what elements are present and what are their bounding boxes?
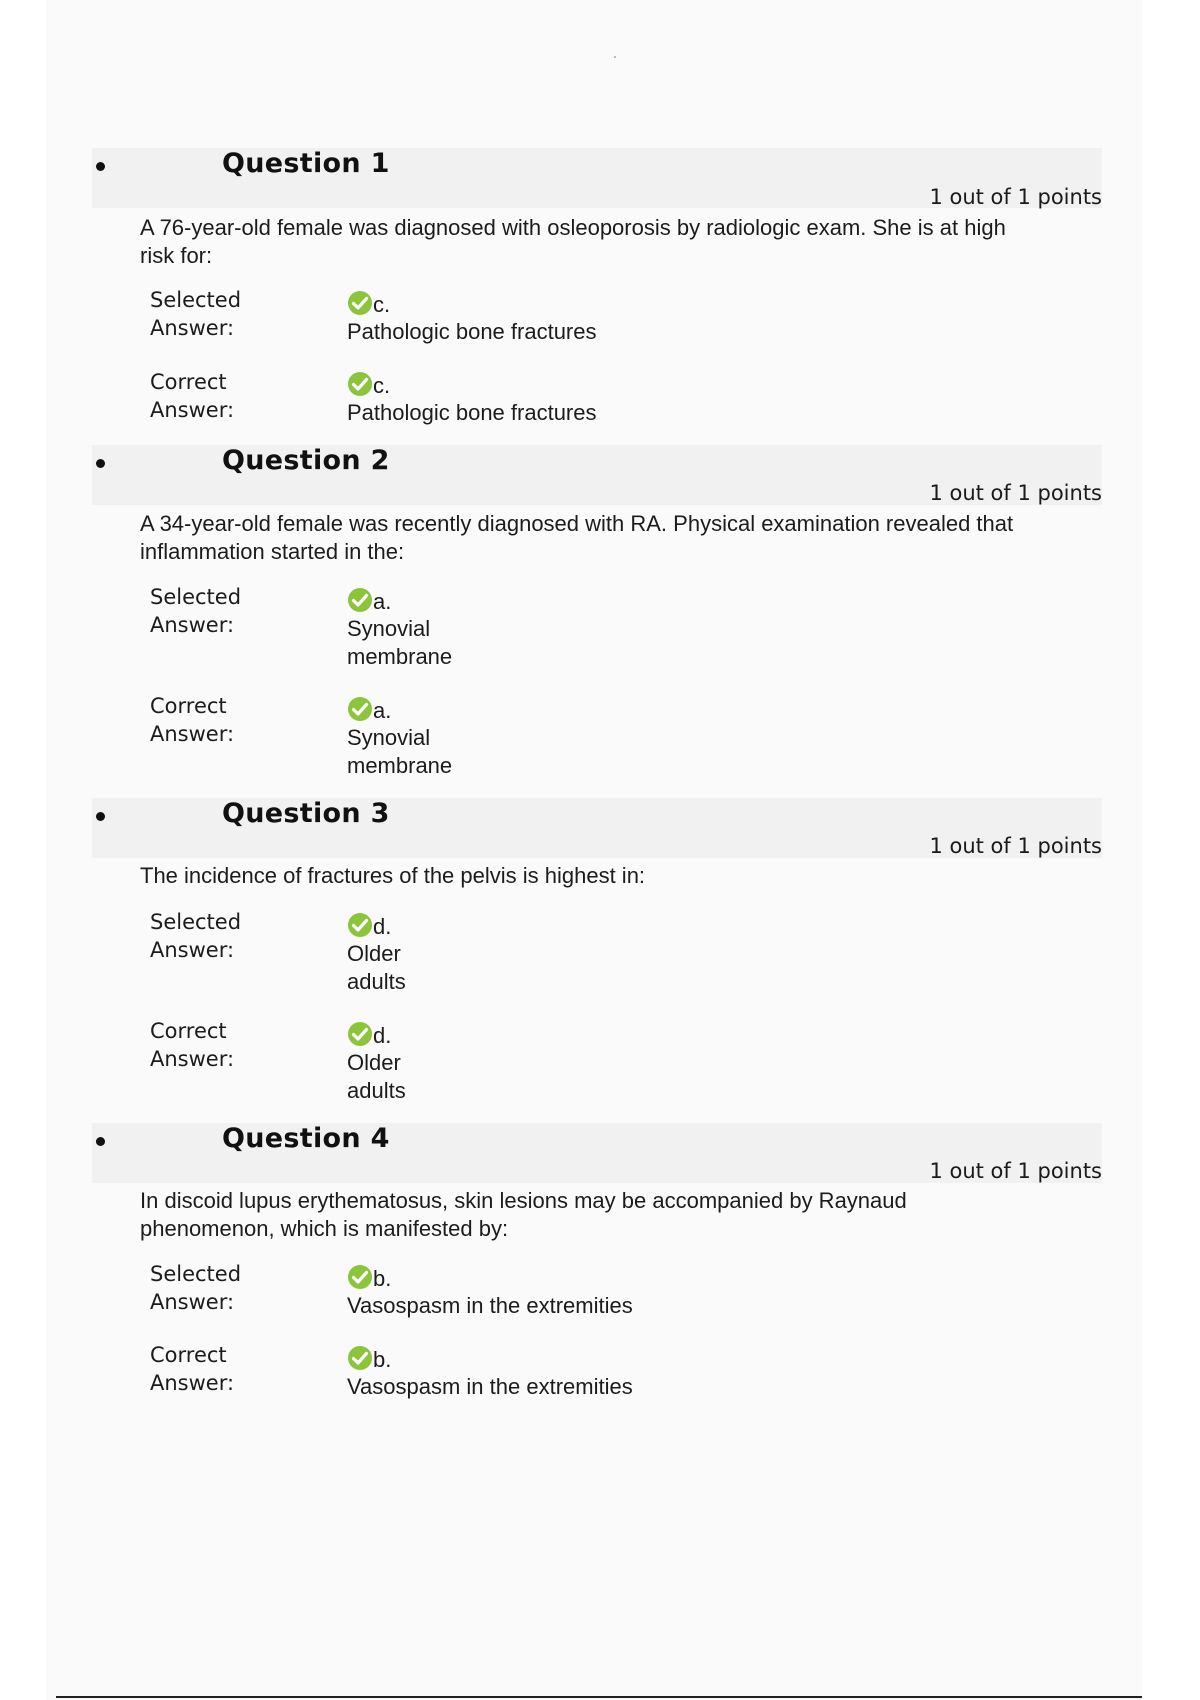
correct-answer bbox=[347, 1343, 767, 1401]
question-text: A 34-year-old female was recently diagnosed with RA. Physical examination revealed that inflammation started in the: bbox=[140, 511, 1014, 564]
selected-answer-label: Selected Answer: bbox=[150, 585, 242, 637]
selected-answer-text: Vasospasm in the extremities bbox=[347, 1293, 633, 1318]
correct-answer-label: Correct Answer: bbox=[150, 370, 235, 422]
check-circle-icon bbox=[347, 371, 373, 397]
correct-answer-letter: c. bbox=[373, 373, 391, 398]
question-text: A 76-year-old female was diagnosed with osleoporosis by radiologic exam. She is at high risk for: bbox=[140, 215, 1006, 268]
bullet-icon bbox=[96, 162, 105, 171]
selected-answer bbox=[347, 1262, 767, 1320]
question-title: Question 2 bbox=[222, 445, 390, 476]
correct-answer-text: Synovial membrane bbox=[347, 725, 453, 778]
question-text: The incidence of fractures of the pelvis is highest in: bbox=[140, 863, 646, 888]
question-text: In discoid lupus erythematosus, skin lesions may be accompanied by Raynaud phenomenon, which is manifested by: bbox=[140, 1188, 907, 1241]
question-title: Question 4 bbox=[222, 1123, 390, 1154]
correct-answer-letter: d. bbox=[373, 1023, 392, 1048]
correct-answer bbox=[347, 694, 477, 780]
check-circle-icon bbox=[347, 1345, 373, 1371]
selected-answer bbox=[347, 585, 477, 671]
bullet-icon bbox=[96, 812, 105, 821]
selected-answer-label: Selected Answer: bbox=[150, 1262, 242, 1314]
bullet-icon bbox=[96, 459, 105, 468]
check-circle-icon bbox=[347, 696, 373, 722]
selected-answer-letter: b. bbox=[373, 1266, 392, 1291]
correct-answer bbox=[347, 369, 767, 427]
question-points: 1 out of 1 points bbox=[929, 1159, 1102, 1183]
selected-answer-label: Selected Answer: bbox=[150, 910, 242, 962]
check-circle-icon bbox=[347, 1021, 373, 1047]
selected-answer-label: Selected Answer: bbox=[150, 288, 242, 340]
selected-answer-text: Pathologic bone fractures bbox=[347, 319, 597, 344]
scan-speck bbox=[614, 56, 616, 58]
selected-answer-text: Synovial membrane bbox=[347, 616, 453, 669]
correct-answer-text: Older adults bbox=[347, 1050, 406, 1103]
correct-answer-label: Correct Answer: bbox=[150, 1343, 235, 1395]
correct-answer-text: Pathologic bone fractures bbox=[347, 400, 597, 425]
check-circle-icon bbox=[347, 587, 373, 613]
correct-answer bbox=[347, 1019, 427, 1105]
footer-rule bbox=[56, 1696, 1142, 1698]
question-title: Question 1 bbox=[222, 148, 390, 179]
selected-answer-letter: c. bbox=[373, 292, 391, 317]
correct-answer-label: Correct Answer: bbox=[150, 1019, 235, 1071]
bullet-icon bbox=[96, 1137, 105, 1146]
correct-answer-text: Vasospasm in the extremities bbox=[347, 1374, 633, 1399]
question-points: 1 out of 1 points bbox=[929, 834, 1102, 858]
check-circle-icon bbox=[347, 1264, 373, 1290]
selected-answer-letter: a. bbox=[373, 589, 392, 614]
correct-answer-letter: a. bbox=[373, 698, 392, 723]
question-points: 1 out of 1 points bbox=[929, 185, 1102, 209]
selected-answer bbox=[347, 288, 767, 346]
selected-answer bbox=[347, 910, 427, 996]
correct-answer-letter: b. bbox=[373, 1347, 392, 1372]
question-title: Question 3 bbox=[222, 798, 390, 829]
check-circle-icon bbox=[347, 912, 373, 938]
check-circle-icon bbox=[347, 290, 373, 316]
selected-answer-text: Older adults bbox=[347, 941, 406, 994]
correct-answer-label: Correct Answer: bbox=[150, 694, 235, 746]
question-points: 1 out of 1 points bbox=[929, 481, 1102, 505]
selected-answer-letter: d. bbox=[373, 914, 392, 939]
